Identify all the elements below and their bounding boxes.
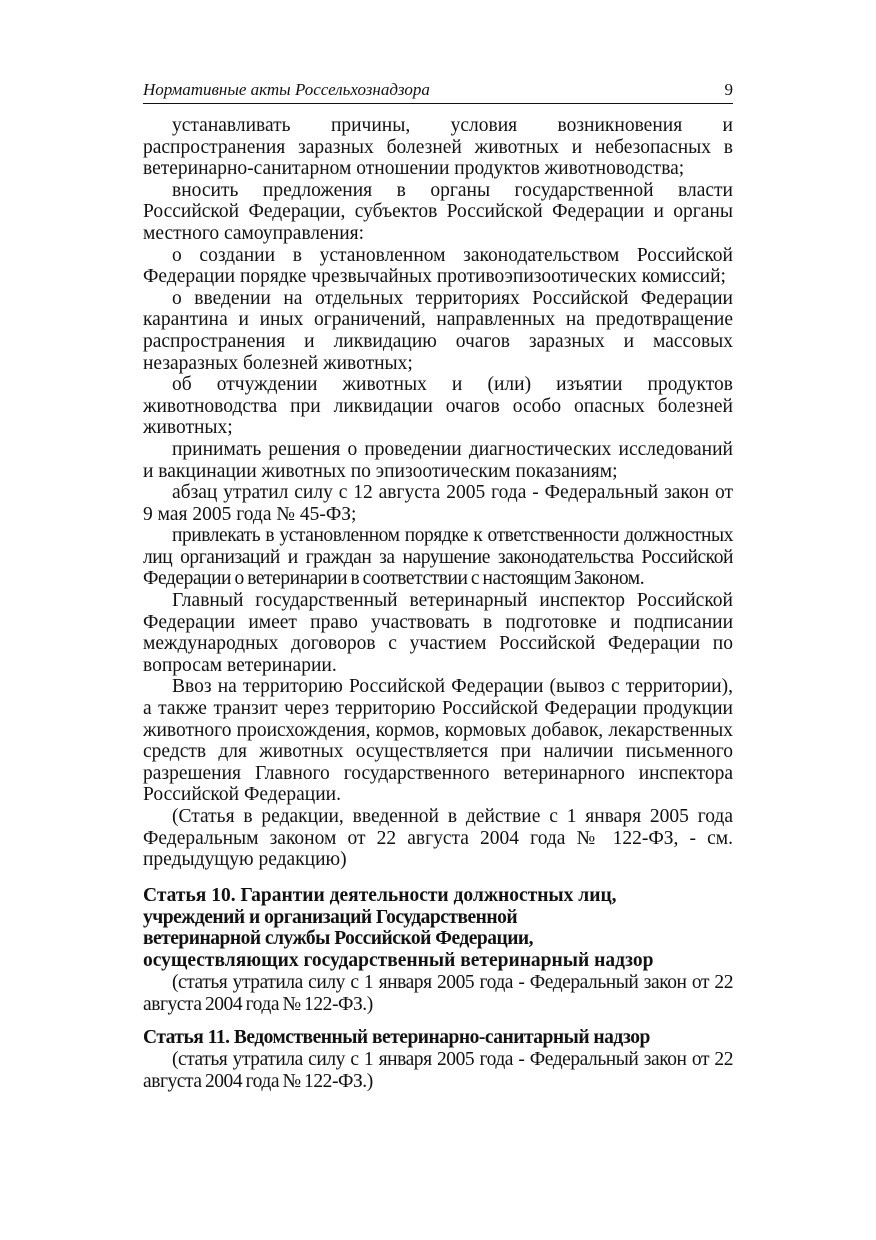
article-11-note: (статья утратила силу с 1 января 2005 года - Федеральный закон от 22 августа 2004 года № 122-ФЗ.) [143, 1048, 733, 1092]
header-title: Нормативные акты Россельхознадзора [143, 80, 430, 99]
paragraph: (Статья в редакции, введенной в действие с 1 января 2005 года Федеральным законом от 22 августа 2004 года № 122-ФЗ, - см. предыдущую редакцию) [143, 806, 733, 871]
article-10-heading-line: осуществляющих государственный ветеринарный надзор [143, 950, 654, 972]
paragraph: о введении на отдельных территориях Российской Федерации карантина и иных ограничений, направленных на предотвращение распространения и ликвидацию очагов заразных и массовых незаразных болезней животных; [143, 287, 733, 374]
paragraph: об отчуждении животных и (или) изъятии продуктов животноводства при ликвидации очагов особо опасных болезней животных; [143, 374, 733, 439]
article-10-heading-line: Статья 10. Гарантии деятельности должностных лиц, [143, 884, 617, 906]
page-body [143, 115, 733, 1092]
paragraph: устанавливать причины, условия возникновения и распространения заразных болезней животных и небезопасных в ветеринарно-санитарном отношении продуктов животноводства; [143, 115, 733, 180]
paragraph: вносить предложения в органы государственной власти Российской Федерации, субъектов Российской Федерации и органы местного самоуправления: [143, 179, 733, 244]
article-10 [143, 885, 733, 1015]
paragraph: о создании в установленном законодательством Российской Федерации порядке чрезвычайных противоэпизоотических комиссий; [143, 244, 733, 288]
page-number: 9 [724, 80, 733, 99]
paragraph: привлекать в установленном порядке к ответственности должностных лиц организаций и граждан за нарушение законодательства Российской Федерации о ветеринарии в соответствии с настоящим Законом. [143, 525, 733, 590]
article-11 [143, 1027, 733, 1092]
paragraph: Ввоз на территорию Российской Федерации (вывоз с территории), а также транзит через территорию Российской Федерации продукции животного происхождения, кормов, кормовых добавок, лекарственных средств для животных осуществляется при наличии письменного разрешения Главного государственного ветеринарного инспектора Российской Федерации. [143, 676, 733, 806]
paragraph: абзац утратил силу с 12 августа 2005 года - Федеральный закон от 9 мая 2005 года № 45-ФЗ; [143, 482, 733, 525]
paragraph: Главный государственный ветеринарный инспектор Российской Федерации имеет право участвовать в подготовке и подписании международных договоров с участием Российской Федерации по вопросам ветеринарии. [143, 590, 733, 676]
article-11-heading: Статья 11. Ведомственный ветеринарно-санитарный надзор [143, 1027, 650, 1049]
article-10-heading-line: учреждений и организаций Государственной [143, 906, 518, 928]
article-10-heading-line: ветеринарной службы Российской Федерации, [143, 928, 534, 950]
article-10-note: (статья утратила силу с 1 января 2005 года - Федеральный закон от 22 августа 2004 года № 122-ФЗ.) [143, 971, 733, 1015]
running-header [143, 79, 733, 104]
paragraph: принимать решения о проведении диагностических исследований и вакцинации животных по эпизоотическим показаниям; [143, 438, 733, 482]
